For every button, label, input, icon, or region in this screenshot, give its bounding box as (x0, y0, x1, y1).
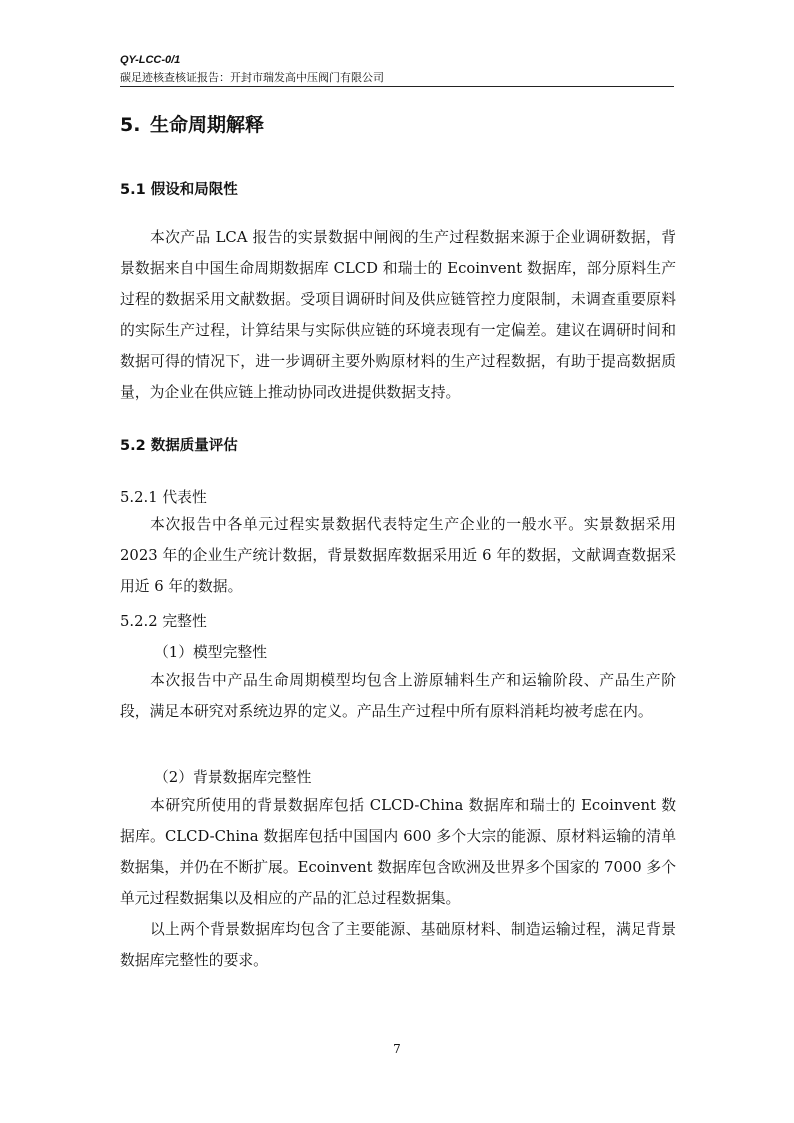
header-title: 碳足迹核查核证报告：开封市瑞发高中压阀门有限公司 (120, 71, 384, 84)
item-heading-database-completeness: （2）背景数据库完整性 (154, 769, 312, 786)
subsection-heading-5-2-2: 5.2.2 完整性 (120, 613, 207, 630)
item-database-completeness-paragraph-2: 以上两个背景数据库均包含了主要能源、基础原材料、制造运输过程，满足背景数据库完整性的要求。 (120, 921, 676, 969)
chapter-number: 5. (120, 114, 141, 136)
section-5-1-paragraph: 本次产品 LCA 报告的实景数据中闸阀的生产过程数据来源于企业调研数据，背景数据来自中国生命周期数据库 CLCD 和瑞士的 Ecoinvent 数据库，部分原料生产过程的数据采用文献数据。受项目调研时间及供应链管控力度限制，未调查重要原料的实际生产过程，计算结果与实际供应链的环境表现有一定偏差。建议在调研时间和数据可得的情况下，进一步调研主要外购原材料的生产过程数据，有助于提高数据质量，为企业在供应链上推动协同改进提供数据支持。 (120, 229, 676, 401)
subsection-5-2-1-paragraph: 本次报告中各单元过程实景数据代表特定生产企业的一般水平。实景数据采用 2023 年的企业生产统计数据，背景数据库数据采用近 6 年的数据，文献调查数据采用近 6 年的数据。 (120, 516, 676, 595)
section-heading-5-2: 5.2 数据质量评估 (120, 438, 238, 454)
subsection-heading-5-2-1: 5.2.1 代表性 (120, 489, 207, 506)
header-rule (120, 86, 674, 87)
item-database-completeness-paragraph: 本研究所使用的背景数据库包括 CLCD-China 数据库和瑞士的 Ecoinvent 数据库。CLCD-China 数据库包括中国国内 600 多个大宗的能源、原材料运输的清单数据集，并仍在不断扩展。Ecoinvent 数据库包含欧洲及世界多个国家的 7000 多个单元过程数据集以及相应的产品的汇总过程数据集。 (120, 797, 676, 907)
page-number: 7 (393, 1042, 401, 1056)
item-heading-model-completeness: （1）模型完整性 (154, 644, 267, 661)
chapter-title: 生命周期解释 (150, 114, 265, 136)
header-code: QY-LCC-0/1 (120, 54, 181, 66)
section-heading-5-1: 5.1 假设和局限性 (120, 182, 238, 198)
item-model-completeness-paragraph: 本次报告中产品生命周期模型均包含上游原辅料生产和运输阶段、产品生产阶段，满足本研究对系统边界的定义。产品生产过程中所有原料消耗均被考虑在内。 (120, 672, 676, 720)
chapter-heading (120, 110, 264, 137)
